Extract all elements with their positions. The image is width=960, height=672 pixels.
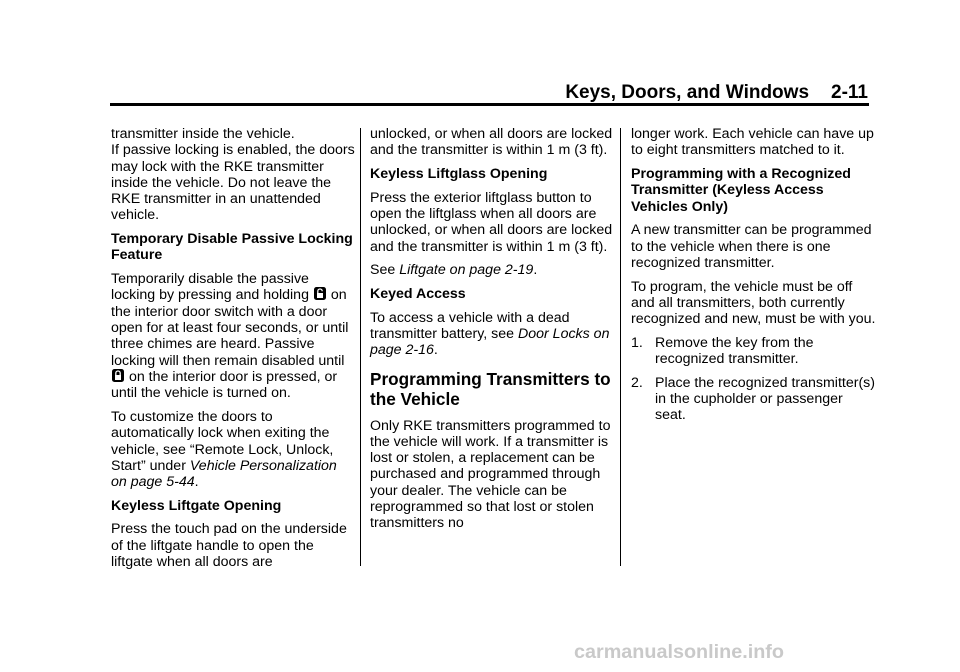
step-text: Place the recognized transmitter(s) in the cupholder or passenger seat. bbox=[655, 374, 875, 424]
paragraph: Temporarily disable the passive locking by pressing and holding on the interior door switch with a door open for at least four seconds, or until three chimes are heard. Passive locking will then remain disabled until on the interior door is pressed, or until the vehicle is turned on. bbox=[111, 271, 349, 402]
paragraph: To customize the doors to automatically lock when exiting the vehicle, see “Remote Lock, Unlock, Start” under Vehicle Personalization on page 5-44. bbox=[111, 408, 337, 491]
subheading: Programming with a Recognized Transmitter (Keyless Access Vehicles Only) bbox=[631, 165, 851, 215]
page-reference: Door Locks on page 2-16 bbox=[370, 325, 610, 359]
subheading: Temporary Disable Passive Locking Feature bbox=[111, 231, 353, 264]
subheading: Keyed Access bbox=[370, 285, 466, 302]
paragraph: Only RKE transmitters programmed to the vehicle will work. If a transmitter is lost or stolen, a replacement can be purchased and programmed through your dealer. The vehicle can be reprogrammed so that lost or stolen transmitters no bbox=[370, 417, 611, 532]
step-text: Remove the key from the recognized transmitter. bbox=[655, 334, 814, 368]
step-number: 2. bbox=[631, 374, 643, 391]
paragraph: Press the exterior liftglass button to open the liftglass when all doors are unlocked, or when all doors are locked and the transmitter is within 1 m (3 ft). bbox=[370, 189, 613, 255]
page-number: 2-11 bbox=[831, 82, 868, 103]
column-1 bbox=[111, 126, 356, 578]
subheading: Keyless Liftglass Opening bbox=[370, 165, 548, 182]
column-2 bbox=[370, 126, 615, 539]
section-title: Keys, Doors, and Windows bbox=[565, 82, 810, 103]
page-reference: Liftgate on page 2-19 bbox=[399, 262, 534, 279]
paragraph: unlocked, or when all doors are locked and the transmitter is within 1 m (3 ft). bbox=[370, 126, 613, 159]
paragraph: transmitter inside the vehicle. bbox=[111, 126, 295, 142]
paragraph: To access a vehicle with a dead transmitter battery, see Door Locks on page 2-16. bbox=[370, 309, 610, 359]
page-reference: Vehicle Personalization on page 5-44 bbox=[111, 457, 337, 491]
lock-icon bbox=[112, 369, 124, 382]
section-heading: Programming Transmitters to the Vehicle bbox=[370, 368, 611, 410]
paragraph: A new transmitter can be programmed to the vehicle when there is one recognized transmitter. bbox=[631, 222, 872, 271]
page-header bbox=[110, 82, 868, 104]
paragraph: See Liftgate on page 2-19. bbox=[370, 262, 538, 279]
list-item bbox=[631, 375, 876, 424]
paragraph: Press the touch pad on the underside of the liftgate handle to open the liftgate when all doors are bbox=[111, 521, 347, 571]
header-rule bbox=[110, 103, 869, 106]
column-3 bbox=[631, 126, 876, 431]
column-divider bbox=[620, 128, 621, 566]
watermark: carmanualsonline.info bbox=[574, 641, 784, 663]
paragraph: If passive locking is enabled, the doors may lock with the RKE transmitter inside the vehicle. Do not leave the RKE transmitter in an unattended vehicle. bbox=[111, 142, 355, 224]
subheading: Keyless Liftgate Opening bbox=[111, 497, 282, 514]
list-item bbox=[631, 335, 876, 368]
step-number: 1. bbox=[631, 334, 643, 351]
paragraph: To program, the vehicle must be off and all transmitters, both currently recognized and new, must be with you. bbox=[631, 278, 876, 328]
paragraph: longer work. Each vehicle can have up to eight transmitters matched to it. bbox=[631, 126, 874, 159]
unlock-icon bbox=[314, 287, 326, 300]
column-divider bbox=[360, 128, 361, 566]
